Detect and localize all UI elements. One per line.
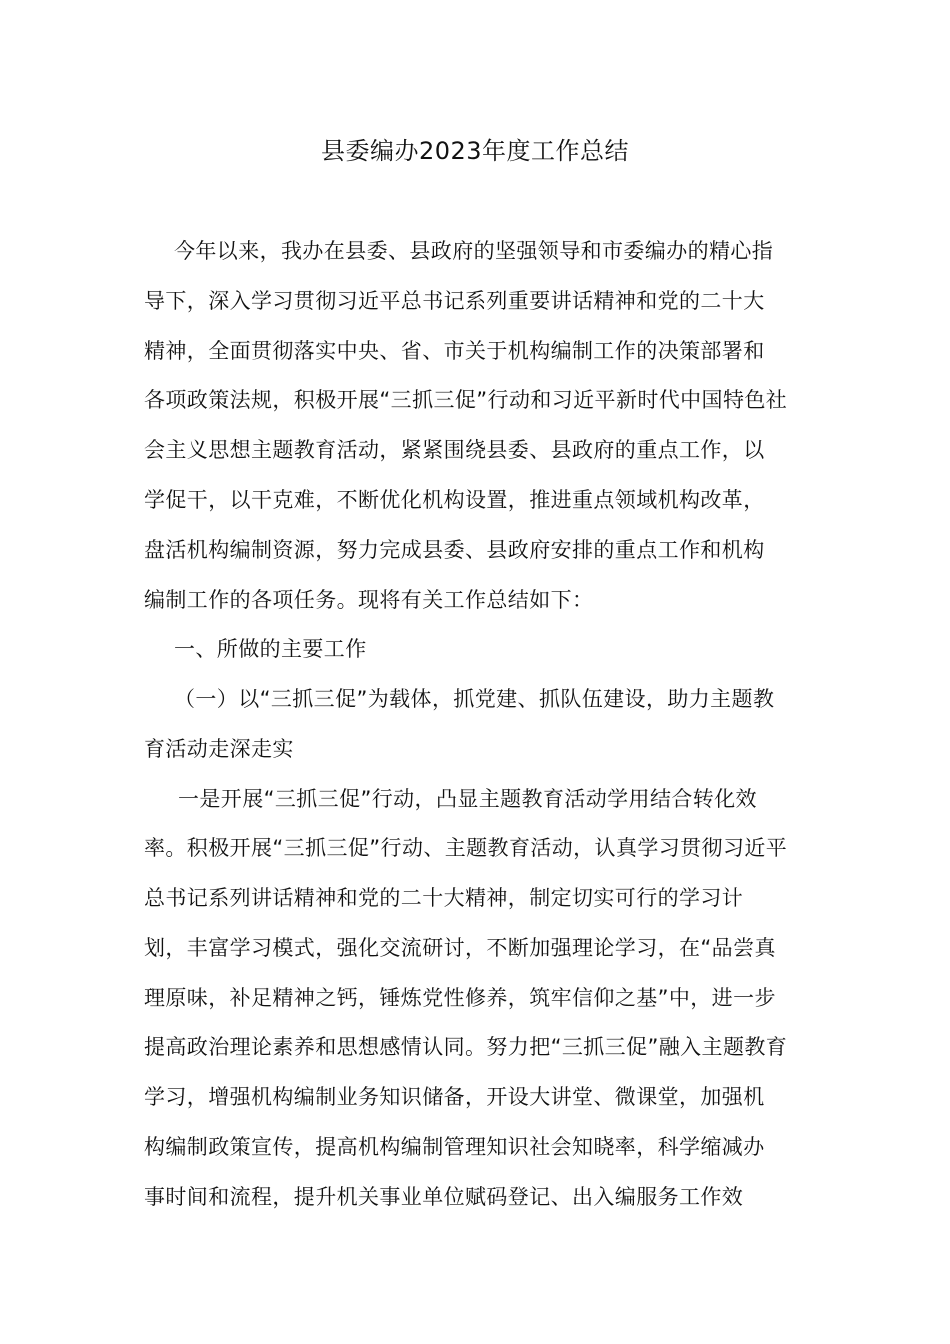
section-heading: 一、所做的主要工作 <box>174 637 367 661</box>
body-line: 划，丰富学习模式，强化交流研讨，不断加强理论学习，在“品尝真 <box>144 936 776 960</box>
body-line: 学习，增强机构编制业务知识储备，开设大讲堂、微课堂，加强机 <box>144 1085 765 1109</box>
body-line: 盘活机构编制资源，努力完成县委、县政府安排的重点工作和机构 <box>144 538 765 562</box>
document-title: 县委编办2023年度工作总结 <box>320 137 630 165</box>
body-line: 提高政治理论素养和思想感情认同。努力把“三抓三促”融入主题教育 <box>144 1035 788 1059</box>
body-line: 导下，深入学习贯彻习近平总书记系列重要讲话精神和党的二十大 <box>144 289 765 313</box>
subsection-heading: （一）以“三抓三促”为载体，抓党建、抓队伍建设，助力主题教 <box>174 687 775 711</box>
body-line: 学促干，以干克难，不断优化机构设置，推进重点领域机构改革， <box>144 488 765 512</box>
subsection-heading-continued: 育活动走深走实 <box>144 737 294 761</box>
body-line: 构编制政策宣传，提高机构编制管理知识社会知晓率，科学缩减办 <box>144 1135 765 1159</box>
body-line: 一是开展“三抓三促”行动，凸显主题教育活动学用结合转化效 <box>178 787 757 811</box>
body-line: 会主义思想主题教育活动，紧紧围绕县委、县政府的重点工作，以 <box>144 438 765 462</box>
body-line: 编制工作的各项任务。现将有关工作总结如下： <box>144 588 594 612</box>
body-line: 今年以来，我办在县委、县政府的坚强领导和市委编办的精心指 <box>174 239 774 263</box>
body-line: 事时间和流程，提升机关事业单位赋码登记、出入编服务工作效 <box>144 1185 744 1209</box>
body-line: 总书记系列讲话精神和党的二十大精神，制定切实可行的学习计 <box>144 886 744 910</box>
body-line: 各项政策法规，积极开展“三抓三促”行动和习近平新时代中国特色社 <box>144 388 788 412</box>
body-line: 理原味，补足精神之钙，锤炼党性修养，筑牢信仰之基”中，进一步 <box>144 986 776 1010</box>
body-line: 率。积极开展“三抓三促”行动、主题教育活动，认真学习贯彻习近平 <box>144 836 788 860</box>
body-line: 精神，全面贯彻落实中央、省、市关于机构编制工作的决策部署和 <box>144 339 765 363</box>
